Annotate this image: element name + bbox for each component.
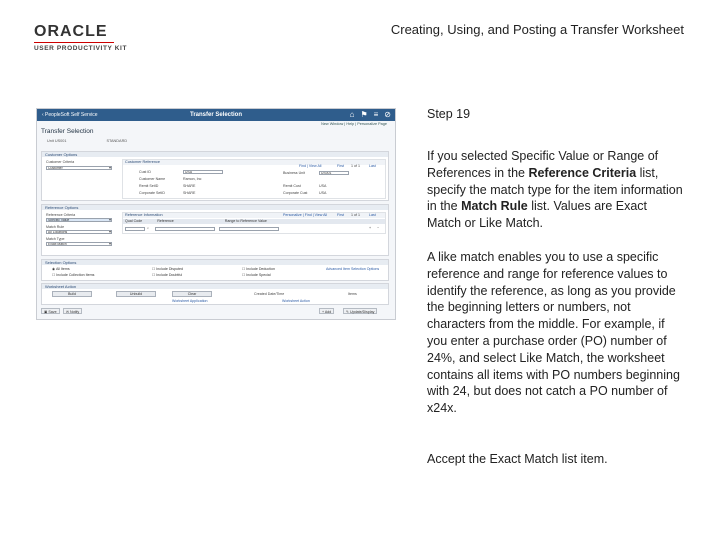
oracle-upk-logo bbox=[34, 24, 154, 52]
customer-options-header: Customer Options bbox=[42, 152, 388, 157]
corporate-setid-label: Corporate SetID bbox=[139, 191, 165, 195]
top-links[interactable]: New Window | Help | Personalize Page bbox=[321, 122, 387, 126]
customer-first-link[interactable]: First bbox=[337, 164, 344, 168]
logo-divider bbox=[34, 42, 114, 43]
notify-button[interactable]: ✉ Notify bbox=[63, 308, 82, 314]
reference-last-link[interactable]: Last bbox=[369, 213, 376, 217]
customer-count: 1 of 1 bbox=[351, 164, 360, 168]
reference-first-link[interactable]: First bbox=[337, 213, 344, 217]
reference-count: 1 of 1 bbox=[351, 213, 360, 217]
instruction-paragraph-3: Accept the Exact Match list item. bbox=[427, 452, 608, 466]
corporate-cust-value: USA bbox=[319, 191, 327, 195]
match-type-label: Match Type bbox=[46, 237, 65, 241]
delete-row-icon[interactable]: − bbox=[377, 226, 380, 230]
remit-cust-value: USA bbox=[319, 184, 327, 188]
step-number: Step 19 bbox=[427, 107, 471, 121]
page-title: Transfer Selection bbox=[41, 128, 94, 135]
match-rule-select[interactable]: All Locations ▾ bbox=[46, 230, 112, 234]
customer-criteria-select[interactable]: Customer ▾ bbox=[46, 166, 112, 170]
qual-code-field[interactable] bbox=[125, 227, 145, 231]
reference-criteria-term: Reference Criteria bbox=[528, 165, 637, 180]
reference-options-section bbox=[41, 204, 389, 256]
customer-find-link[interactable]: Find | View All bbox=[299, 164, 322, 168]
col-range-to-reference: Range to Reference Value bbox=[224, 219, 267, 223]
selection-options-section bbox=[41, 259, 389, 281]
option-all-items[interactable]: ◉ All Items bbox=[52, 267, 70, 271]
logo-text: ORACLE bbox=[34, 23, 108, 40]
option-include-deduction[interactable]: ☐ Include Deduction bbox=[242, 267, 276, 271]
unbuild-button[interactable]: Unbuild bbox=[116, 291, 156, 297]
add-row-icon[interactable]: + bbox=[369, 226, 372, 230]
logo-subtext: USER PRODUCTIVITY KIT bbox=[34, 45, 128, 52]
customer-last-link[interactable]: Last bbox=[369, 164, 376, 168]
corporate-cust-label: Corporate Cust bbox=[283, 191, 308, 195]
home-icon[interactable]: ⌂ bbox=[349, 110, 355, 119]
option-include-disputed[interactable]: ☐ Include Disputed bbox=[152, 267, 184, 271]
slide-title: Creating, Using, and Posting a Transfer Worksheet bbox=[390, 22, 684, 37]
menu-icon[interactable]: ≡ bbox=[373, 110, 379, 119]
reference-criteria-select[interactable]: Specific Value ▾ bbox=[46, 218, 112, 222]
worksheet-action-section bbox=[41, 283, 389, 305]
worksheet-type: STANDARD bbox=[106, 139, 128, 143]
banner-title: Transfer Selection bbox=[189, 112, 243, 118]
add-button[interactable]: + Add bbox=[319, 308, 334, 314]
worksheet-action-link[interactable]: Worksheet Action bbox=[282, 299, 310, 303]
col-qual-code: Qual Code bbox=[125, 219, 143, 223]
worksheet-application-link[interactable]: Worksheet Application bbox=[172, 299, 208, 303]
update-display-button[interactable]: ✎ Update/Display bbox=[343, 308, 377, 314]
worksheet-action-header: Worksheet Action bbox=[42, 284, 388, 289]
customer-name-value: Ramon, Inc bbox=[183, 177, 202, 181]
back-link[interactable]: ‹ PeopleSoft Self Service bbox=[42, 112, 98, 118]
business-unit-label: Business Unit bbox=[283, 171, 305, 175]
customer-criteria-label: Customer Criteria bbox=[46, 160, 75, 164]
instruction-paragraph-2: A like match enables you to use a specific reference and range for reference values to identify the reference, as long as you provide the beginning letters or numbers, not characters from the middle. For example, if you enter a purchase order (PO) number of 24%, and select Like Match, the worksheet contains all items with PO numbers beginning with 24, but does not catch a PO number of x24x. bbox=[427, 250, 680, 416]
items-label: Items bbox=[348, 292, 357, 296]
reference-information-panel bbox=[122, 212, 386, 234]
reference-information-header: Reference Information bbox=[123, 213, 385, 218]
reference-field[interactable] bbox=[155, 227, 215, 231]
qual-code-lookup-icon[interactable]: ⌕ bbox=[147, 226, 150, 230]
customer-name-label: Customer Name bbox=[139, 177, 166, 181]
remit-cust-label: Remit Cust bbox=[283, 184, 301, 188]
reference-grid-header bbox=[123, 219, 385, 224]
app-banner bbox=[37, 109, 395, 121]
remit-setid-label: Remit SetID bbox=[139, 184, 159, 188]
flag-icon[interactable]: ⚑ bbox=[360, 110, 368, 119]
reference-personalize-link[interactable]: Personalize | Find | View All bbox=[283, 213, 328, 217]
unit-label: Unit bbox=[47, 139, 54, 143]
cust-id-field[interactable]: USA bbox=[183, 170, 223, 174]
reference-options-header: Reference Options bbox=[42, 205, 388, 210]
top-fields bbox=[37, 137, 395, 145]
customer-reference-header: Customer Reference bbox=[123, 160, 385, 165]
unit-value: US001 bbox=[54, 139, 67, 143]
save-button[interactable]: ▣ Save bbox=[41, 308, 60, 314]
clear-button[interactable]: Clear bbox=[172, 291, 212, 297]
compass-icon[interactable]: ⊘ bbox=[384, 110, 391, 119]
option-include-collection[interactable]: ☐ Include Collection Items bbox=[52, 273, 95, 277]
transfer-selection-screenshot bbox=[36, 108, 396, 320]
advanced-selection-link[interactable]: Advanced Item Selection Options bbox=[326, 267, 380, 271]
option-include-special[interactable]: ☐ Include Special bbox=[242, 273, 271, 277]
option-include-doubtful[interactable]: ☐ Include Doubtful bbox=[152, 273, 183, 277]
created-datetime-label: Created Date/Time bbox=[254, 292, 285, 296]
page-toolbar bbox=[41, 308, 389, 315]
reference-criteria-label: Reference Criteria bbox=[46, 213, 76, 217]
cust-id-label: Cust ID bbox=[139, 170, 151, 174]
remit-setid-value: SHARE bbox=[183, 184, 196, 188]
match-rule-label: Match Rule bbox=[46, 225, 65, 229]
build-button[interactable]: Build bbox=[52, 291, 92, 297]
match-rule-term: Match Rule bbox=[461, 199, 528, 214]
customer-reference-panel bbox=[122, 159, 386, 199]
col-reference: Reference bbox=[157, 219, 174, 223]
corporate-setid-value: SHARE bbox=[183, 191, 196, 195]
instruction-paragraph-1: If you selected Specific Value or Range of References in the Reference Criteria list, specify the match type for the item information in the Match Rule list. Values are Exact Match or Like Match. bbox=[427, 149, 683, 231]
customer-options-section bbox=[41, 151, 389, 201]
business-unit-field[interactable]: US001 bbox=[319, 171, 349, 175]
selection-options-header: Selection Options bbox=[42, 260, 388, 265]
match-type-select[interactable]: Exact Match ▾ bbox=[46, 242, 112, 246]
range-to-reference-field[interactable] bbox=[219, 227, 279, 231]
